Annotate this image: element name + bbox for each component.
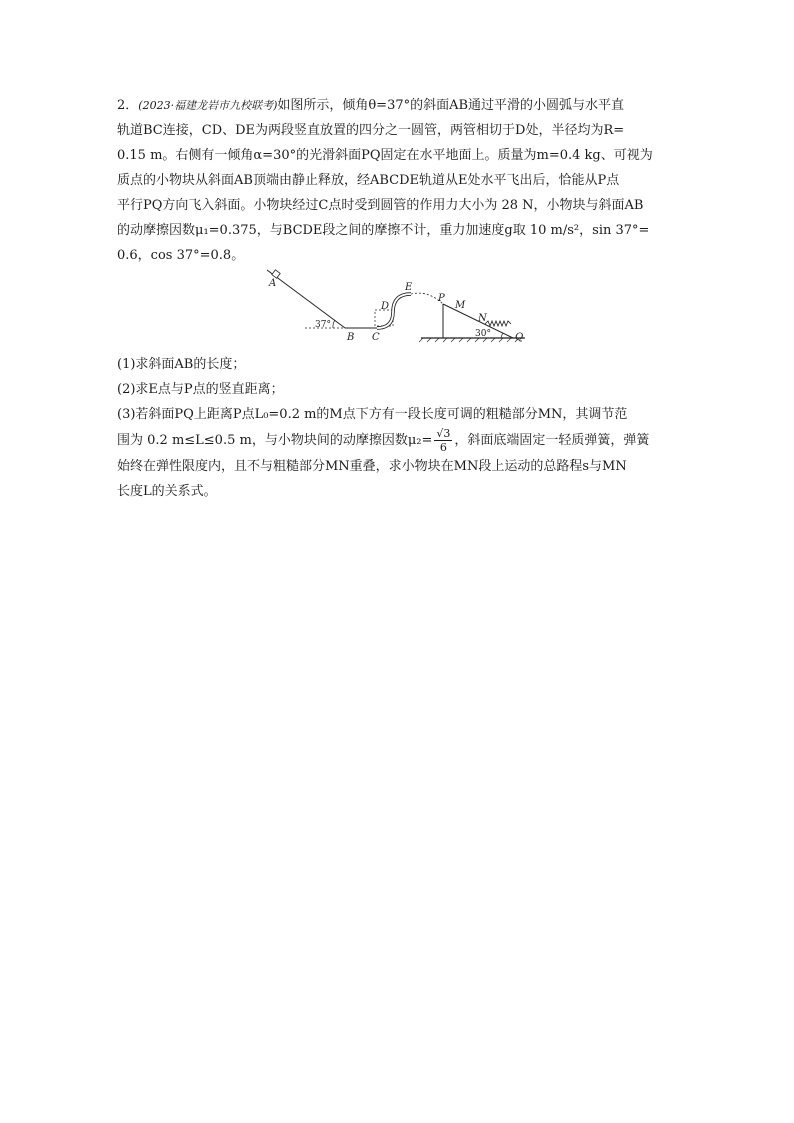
label-d: D — [381, 301, 390, 312]
tube-de-outer — [393, 294, 411, 312]
problem-line-5: 平行PQ方向飞入斜面。小物块经过C点时受到圆管的作用力大小为 28 N，小物块与斜面AB — [117, 198, 644, 213]
question-2: (2)求E点与P点的竖直距离； — [117, 382, 284, 397]
question-1: (1)求斜面AB的长度； — [117, 357, 246, 372]
spring — [485, 321, 511, 326]
label-n: N — [478, 313, 487, 324]
physics-diagram — [117, 268, 679, 352]
fraction — [434, 427, 452, 454]
angle-label-right: 30° — [475, 329, 491, 339]
label-e: E — [405, 282, 413, 293]
fraction-numerator: √3 — [436, 427, 451, 440]
angle-label-left: 37° — [315, 320, 331, 330]
questions — [117, 352, 679, 504]
label-c: C — [372, 332, 380, 343]
problem-line-2: 轨道BC连接，CD、DE为两段竖直放置的四分之一圆管，两管相切于D处，半径均为R= — [117, 123, 625, 138]
label-a: A — [269, 278, 277, 289]
tube-cd-outer — [377, 312, 393, 328]
label-p: P — [438, 293, 445, 304]
problem-number: 2． — [117, 98, 139, 113]
question-3-line-2 — [117, 427, 679, 454]
problem-statement — [117, 93, 679, 268]
problem-line-1: 如图所示，倾角θ=37°的斜面AB通过平滑的小圆弧与水平直 — [277, 98, 625, 113]
problem-line-7: 0.6，cos 37°=0.8。 — [117, 248, 245, 263]
label-m: M — [455, 300, 466, 311]
block — [272, 270, 280, 278]
problem-line-6: 的动摩擦因数μ₁=0.375，与BCDE段之间的摩擦不计，重力加速度g取 10 m/s²，sin 37°= — [117, 223, 650, 238]
question-3-line-3: 始终在弹性限度内，且不与粗糙部分MN重叠，求小物块在MN段上运动的总路程s与MN — [117, 459, 627, 474]
question-3-pre: 围为 0.2 m≤L≤0.5 m，与小物块间的动摩擦因数μ₂= — [117, 433, 433, 448]
problem-page — [117, 93, 679, 504]
track-diagram — [263, 268, 543, 352]
question-3-line-4: 长度L的关系式。 — [117, 484, 217, 499]
label-b: B — [347, 332, 355, 343]
angle-arc-right — [501, 333, 503, 338]
question-3-post: ，斜面底端固定一轻质弹簧，弹簧 — [454, 433, 650, 448]
ground-hatch — [419, 338, 519, 342]
problem-line-3: 0.15 m。右侧有一倾角α=30°的光滑斜面PQ固定在水平地面上。质量为m=0.4 kg、可视为 — [117, 148, 653, 163]
question-3-line-1: (3)若斜面PQ上距离P点L₀=0.2 m的M点下方有一段长度可调的粗糙部分MN，其调节范 — [117, 407, 628, 422]
problem-line-4: 质点的小物块从斜面AB顶端由静止释放，经ABCDE轨道从E处水平飞出后，恰能从P点 — [117, 173, 620, 188]
angle-arc-left — [333, 320, 335, 328]
label-q: Q — [515, 332, 524, 343]
incline-ab — [267, 270, 345, 328]
problem-source: (2023·福建龙岩市九校联考) — [138, 99, 278, 112]
fraction-denominator: 6 — [439, 441, 447, 454]
